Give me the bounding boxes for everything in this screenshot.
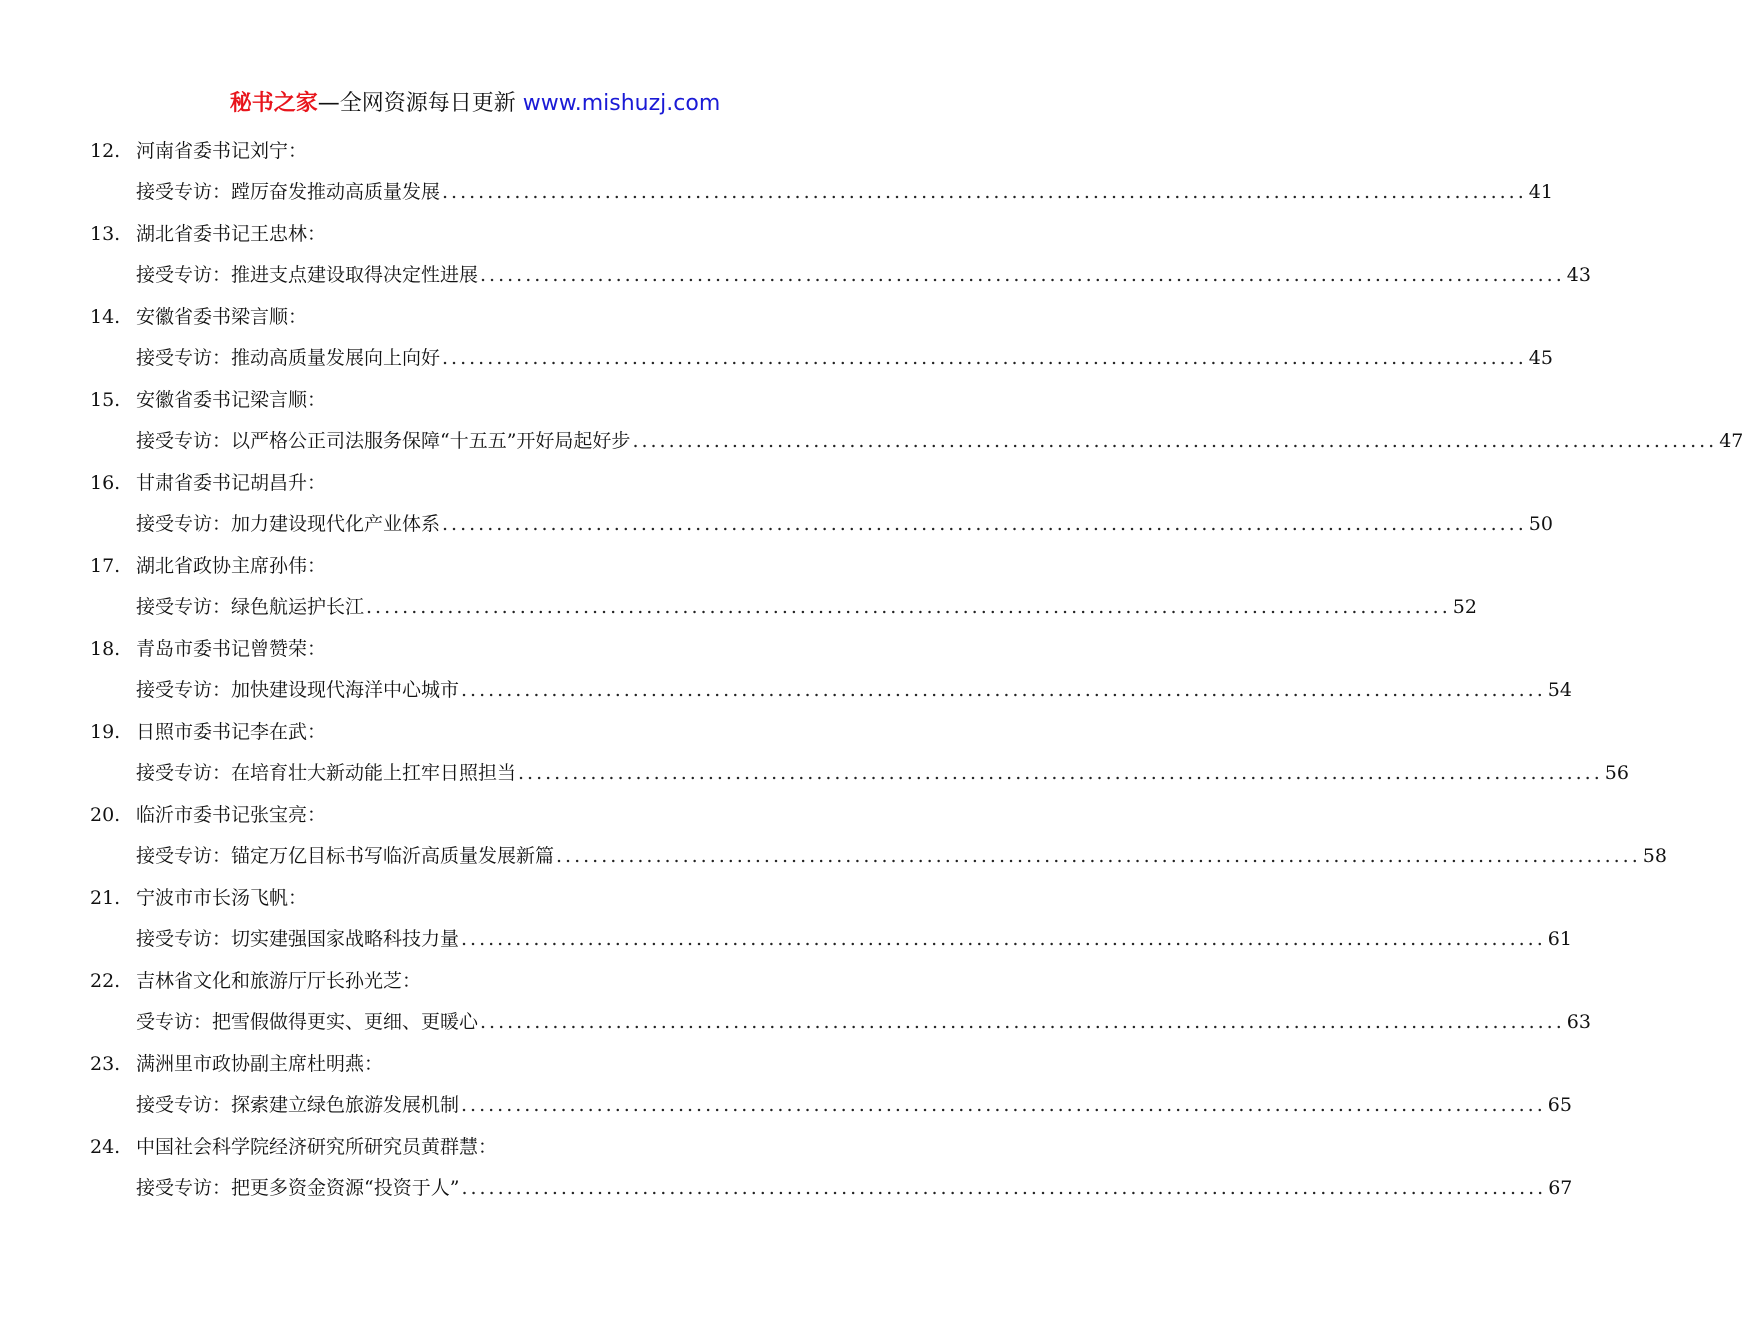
toc-item-title	[90, 632, 860, 666]
toc-item-title	[90, 549, 860, 583]
toc-item-number: 24.	[90, 1136, 121, 1158]
toc-entry-text: 接受专访：在培育壮大新动能上扛牢日照担当	[136, 762, 517, 784]
brand-name: 秘书之家	[229, 91, 318, 116]
toc-item-number: 16.	[90, 472, 121, 494]
dot-leader: ........................................................................................................................	[442, 181, 1527, 203]
toc-entry-link[interactable]	[136, 673, 1572, 707]
toc-item-heading: 吉林省文化和旅游厅厅长孙光芝：	[136, 970, 422, 992]
toc-entry-link[interactable]	[136, 1005, 1591, 1039]
toc-item-heading: 湖北省委书记王忠林：	[136, 223, 327, 245]
toc-item-heading: 青岛市委书记曾赞荣：	[136, 638, 327, 660]
toc-page-number: 50	[1528, 513, 1553, 535]
toc-item-heading: 中国社会科学院经济研究所研究员黄群慧：	[136, 1136, 498, 1158]
toc-item-heading: 临沂市委书记张宝亮：	[136, 804, 327, 826]
toc-entry-link[interactable]	[136, 756, 1629, 790]
toc-entry-link[interactable]	[136, 258, 1591, 292]
dot-leader: ........................................................................................................................	[442, 347, 1527, 369]
toc-item-heading: 甘肃省委书记胡昌升：	[136, 472, 327, 494]
toc-page-number: 45	[1528, 347, 1553, 369]
dot-leader: ........................................................................................................................	[461, 679, 1546, 701]
toc-item-title	[90, 383, 860, 417]
toc-entry-link[interactable]	[136, 341, 1553, 375]
toc-item-title	[90, 881, 860, 915]
toc-item-number: 13.	[90, 223, 121, 245]
toc-entry-text: 接受专访：锚定万亿目标书写临沂高质量发展新篇	[136, 845, 555, 867]
dot-leader: ........................................................................................................................	[556, 845, 1641, 867]
toc-page-number: 67	[1548, 1177, 1573, 1199]
toc-entry-text: 接受专访：加快建设现代海洋中心城市	[136, 679, 460, 701]
toc-entry-text: 接受专访：蹚厉奋发推动高质量发展	[136, 181, 441, 203]
toc-entry-link[interactable]	[136, 590, 1477, 624]
toc-item-number: 12.	[90, 140, 121, 162]
toc-page-number: 61	[1547, 928, 1572, 950]
dot-leader: ........................................................................................................................	[442, 513, 1527, 535]
dot-leader: ........................................................................................................................	[480, 264, 1565, 286]
dot-leader: ........................................................................................................................	[480, 1011, 1565, 1033]
toc-item-heading: 湖北省政协主席孙伟：	[136, 555, 327, 577]
toc-entry-link[interactable]	[136, 1088, 1572, 1122]
toc-item-number: 23.	[90, 1053, 121, 1075]
toc-item-number: 15.	[90, 389, 121, 411]
toc-item-heading: 宁波市市长汤飞帆：	[136, 887, 308, 909]
toc-page-number: 43	[1566, 264, 1591, 286]
dot-leader: ........................................................................................................................	[518, 762, 1603, 784]
toc-item-title	[90, 466, 860, 500]
toc-page-number: 41	[1528, 181, 1553, 203]
toc-item-heading: 满洲里市政协副主席杜明燕：	[136, 1053, 384, 1075]
dot-leader: ........................................................................................................................	[632, 430, 1718, 452]
toc-page-number: 65	[1547, 1094, 1572, 1116]
toc-item-title	[90, 300, 860, 334]
toc-item-number: 22.	[90, 970, 121, 992]
toc-item-number: 19.	[90, 721, 121, 743]
toc-entry-link[interactable]	[136, 507, 1553, 541]
toc-item-heading: 安徽省委书梁言顺：	[136, 306, 308, 328]
toc-entry-text: 受专访：把雪假做得更实、更细、更暖心	[136, 1011, 479, 1033]
toc-item-heading: 河南省委书记刘宁：	[136, 140, 308, 162]
toc-entry-link[interactable]	[136, 922, 1572, 956]
toc-entry-text: 接受专访：推动高质量发展向上向好	[136, 347, 441, 369]
dot-leader: ........................................................................................................................	[461, 1094, 1546, 1116]
toc-entry-link[interactable]	[136, 839, 1667, 873]
toc-item-title	[90, 217, 860, 251]
toc-item-heading: 安徽省委书记梁言顺：	[136, 389, 327, 411]
toc-item-number: 14.	[90, 306, 121, 328]
toc-item-title	[90, 1130, 860, 1164]
toc-entry-text: 接受专访：绿色航运护长江	[136, 596, 365, 618]
toc-item-title	[90, 798, 860, 832]
toc-page-number: 47	[1719, 430, 1743, 452]
toc-item-number: 17.	[90, 555, 121, 577]
toc-entry-text: 接受专访：加力建设现代化产业体系	[136, 513, 441, 535]
toc-page-number: 56	[1604, 762, 1629, 784]
toc-entry-link[interactable]	[136, 175, 1553, 209]
toc-item-number: 20.	[90, 804, 121, 826]
toc-entry-text: 接受专访：探索建立绿色旅游发展机制	[136, 1094, 460, 1116]
toc-entry-text: 接受专访：以严格公正司法服务保障“十五五”开好局起好步	[136, 430, 631, 452]
toc-entry-text: 接受专访：切实建强国家战略科技力量	[136, 928, 460, 950]
toc-page-number: 52	[1452, 596, 1477, 618]
toc-item-title	[90, 134, 860, 168]
toc-item-title	[90, 964, 860, 998]
toc-item-number: 21.	[90, 887, 121, 909]
toc-item-heading: 日照市委书记李在武：	[136, 721, 327, 743]
toc-entry-link[interactable]	[136, 1171, 1573, 1205]
toc-page-number: 63	[1566, 1011, 1591, 1033]
dot-leader: ........................................................................................................................	[461, 928, 1546, 950]
dot-leader: ........................................................................................................................	[366, 596, 1451, 618]
toc-entry-link[interactable]	[136, 424, 1743, 458]
header-slogan: —全网资源每日更新	[317, 91, 516, 116]
toc-item-number: 18.	[90, 638, 121, 660]
toc-page-number: 58	[1642, 845, 1667, 867]
toc-item-title	[90, 1047, 860, 1081]
toc-page-number: 54	[1547, 679, 1572, 701]
toc-entry-text: 接受专访：把更多资金资源“投资于人”	[136, 1177, 460, 1199]
toc-item-title	[90, 715, 860, 749]
dot-leader: ........................................................................................................................	[461, 1177, 1547, 1199]
site-header	[0, 88, 950, 120]
site-url[interactable]: www.mishuzj.com	[522, 91, 721, 116]
toc-entry-text: 接受专访：推进支点建设取得决定性进展	[136, 264, 479, 286]
